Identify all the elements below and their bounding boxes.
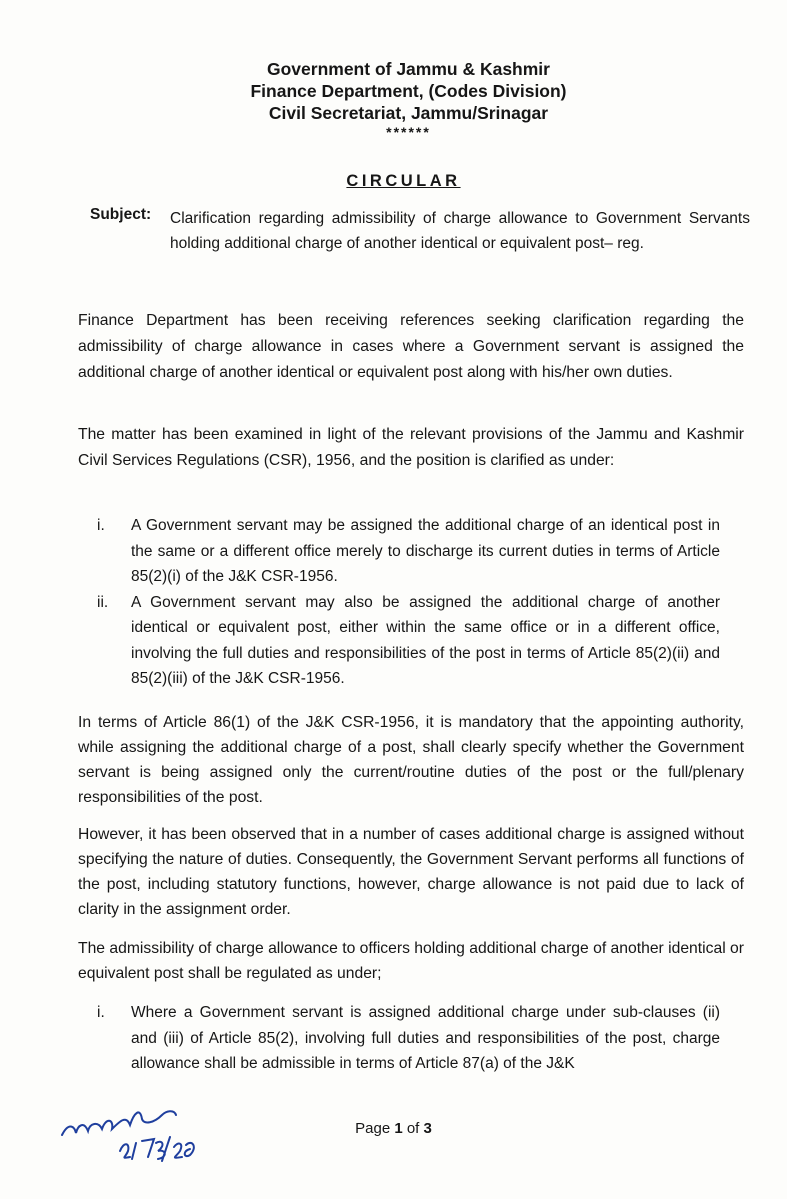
list-item-text: A Government servant may also be assigned the additional charge of another identical or equivalent post, either within the same office or in a different office, involving the full duties and responsibilities of the post in terms of Article 85(2)(ii) and 85(2)(iii) of the J&K CSR-1956. (131, 593, 720, 687)
page-number-current: 1 (394, 1120, 403, 1137)
list-item-text: A Government servant may be assigned the additional charge of an identical post in the same or a different office merely to discharge its current duties in terms of Article 85(2)(i) of the J&K CSR-1956. (131, 517, 720, 585)
list-item (95, 513, 720, 590)
list-item-number: ii. (97, 593, 109, 611)
page-footer (0, 1120, 787, 1137)
page-number-total: 3 (423, 1120, 432, 1137)
paragraph-examined: The matter has been examined in light of the relevant provisions of the Jammu and Kashmir Civil Services Regulations (CSR), 1956, and the position is clarified as under: (78, 426, 744, 469)
list-item (95, 590, 720, 692)
letterhead-secretariat: Civil Secretariat, Jammu/Srinagar (268, 103, 549, 123)
clarification-list (95, 513, 720, 692)
regulation-list (95, 1000, 720, 1077)
subject-block (90, 206, 750, 256)
page-footer-prefix: Page (355, 1120, 395, 1137)
list-item (95, 1000, 720, 1077)
letterhead-department: Finance Department, (Codes Division) (250, 81, 567, 101)
list-item-number: i. (97, 517, 105, 534)
letterhead (0, 58, 787, 140)
letterhead-government: Government of Jammu & Kashmir (267, 59, 550, 79)
paragraph-admissibility: The admissibility of charge allowance to officers holding additional charge of another identical or equivalent post shall be regulated as under; (78, 940, 744, 982)
paragraph-article-86: In terms of Article 86(1) of the J&K CSR-1956, it is mandatory that the appointing authority, while assigning the additional charge of a post, shall clearly specify whether the Government servant is being assigned only the current/routine duties of the post or the full/plenary responsibilities of the post. (78, 714, 744, 806)
paragraph-references: Finance Department has been receiving references seeking clarification regarding the admissibility of charge allowance in cases where a Government servant is assigned the additional charge of another identical or equivalent post along with his/her own duties. (78, 312, 744, 381)
letterhead-stars: ****** (386, 124, 431, 140)
circular-title-row (0, 172, 787, 191)
circular-title: CIRCULAR (346, 172, 461, 190)
list-item-number: i. (97, 1004, 105, 1021)
subject-label: Subject: (90, 206, 152, 223)
subject-text: Clarification regarding admissibility of charge allowance to Government Servants holding additional charge of another identical or equivalent post– reg. (170, 210, 750, 252)
paragraph-observed: However, it has been observed that in a number of cases additional charge is assigned without specifying the nature of duties. Consequently, the Government Servant performs all functions of the post, including statutory functions, however, charge allowance is not paid due to lack of clarity in the assignment order. (78, 826, 744, 918)
signature-date-stroke (120, 1137, 194, 1161)
list-item-text: Where a Government servant is assigned additional charge under sub-clauses (ii) and (iii) of Article 85(2), involving full duties and responsibilities of the post, charge allowance shall be admissible in terms of Article 87(a) of the J&K (131, 1004, 720, 1072)
page-footer-mid: of (402, 1120, 424, 1137)
